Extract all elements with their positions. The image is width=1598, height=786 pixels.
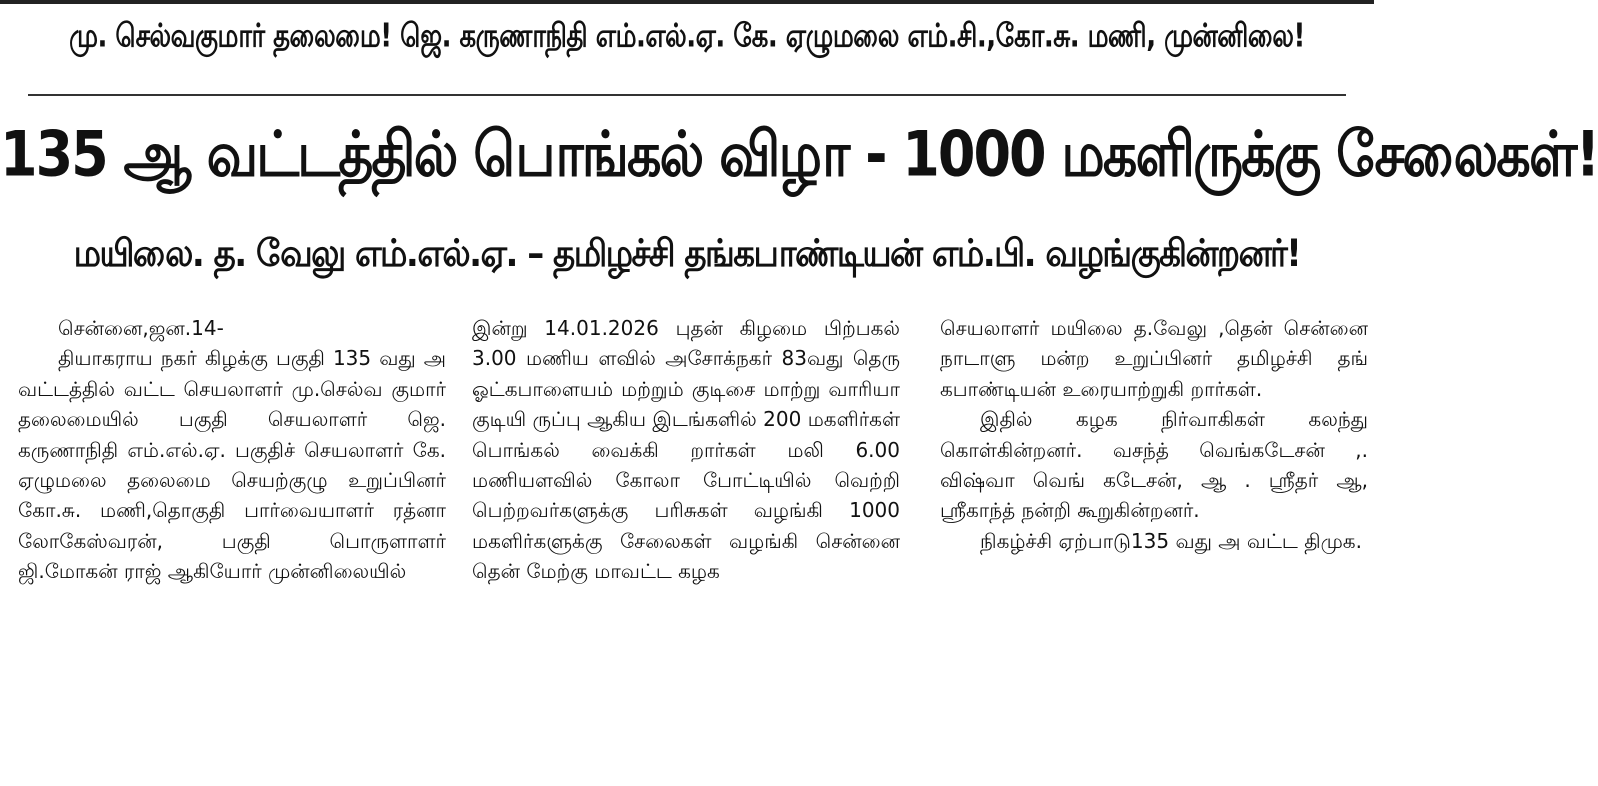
article-column-1 — [18, 313, 446, 587]
article-column-3 — [940, 313, 1368, 556]
kicker-line: மு. செல்வகுமார் தலைமை! ஜெ. கருணாநிதி எம்.எல்.ஏ. கே. ஏழுமலை எம்.சி.,கோ.சு. மணி, முன்னிலை! — [69, 17, 1305, 56]
column-3-paragraph-2: இதில் கழக நிர்வாகிகள் கலந்து கொள்கின்றனர். வசந்த் வெங்கடேசன் ,. விஷ்வா வெங் கடேசன், ஆ . ஸ்ரீதர் ஆ, ஸ்ரீகாந்த் நன்றி கூறுகின்றனர். — [940, 407, 1368, 523]
top-rule — [0, 0, 1374, 4]
dateline: சென்னை,ஜன.14- — [58, 316, 224, 340]
column-3-paragraph-3: நிகழ்ச்சி ஏற்பாடு135 வது அ வட்ட திமுக. — [980, 528, 1362, 553]
column-3-paragraph-1: செயலாளர் மயிலை த.வேலு ,தென் சென்னை நாடாளு மன்ற உறுப்பினர் தமிழச்சி தங் கபாண்டியன் உரையாற்றுகி றார்கள். — [940, 316, 1368, 401]
column-1-text: தியாகராய நகர் கிழக்கு பகுதி 135 வது அ வட்டத்தில் வட்ட செயலாளர் மு.செல்வ குமார் தலைமையில் பகுதி செயலாளர் ஜெ. கருணாநிதி எம்.எல்.ஏ. பகுதிச் செயலாளர் கே. ஏழுமலை தலைமை செயற்குழு உறுப்பினர் கோ.சு. மணி,தொகுதி பார்வையாளர் ரத்னா லோகேஸ்வரன், பகுதி பொருளாளர் ஜி.மோகன் ராஜ் ஆகியோர் முன்னிலையில் — [18, 346, 446, 584]
subheadline: மயிலை. த. வேலு எம்.எல்.ஏ. – தமிழச்சி தங்கபாண்டியன் எம்.பி. வழங்குகின்றனர்! — [73, 232, 1301, 276]
article-column-2 — [472, 313, 900, 587]
column-2-text: இன்று 14.01.2026 புதன் கிழமை பிற்பகல் 3.00 மணிய ளவில் அசோக்நகர் 83வது தெரு ஓட்கபாளையம் மற்றும் குடிசை மாற்று வாரியா குடியி ருப்பு ஆகிய இடங்களில் 200 மகளிர்கள் பொங்கல் வைக்கி றார்கள் மலி 6.00 மணியளவில் கோலா போட்டியில் வெற்றி பெற்றவர்களுக்கு பரிசுகள் வழங்கி 1000 மகளிர்களுக்கு சேலைகள் வழங்கி சென்னை தென் மேற்கு மாவட்ட கழக — [472, 316, 900, 584]
headline: 135 ஆ வட்டத்தில் பொங்கல் விழா - 1000 மகளிருக்கு சேலைகள்! — [0, 118, 1598, 191]
kicker-divider — [28, 94, 1346, 96]
